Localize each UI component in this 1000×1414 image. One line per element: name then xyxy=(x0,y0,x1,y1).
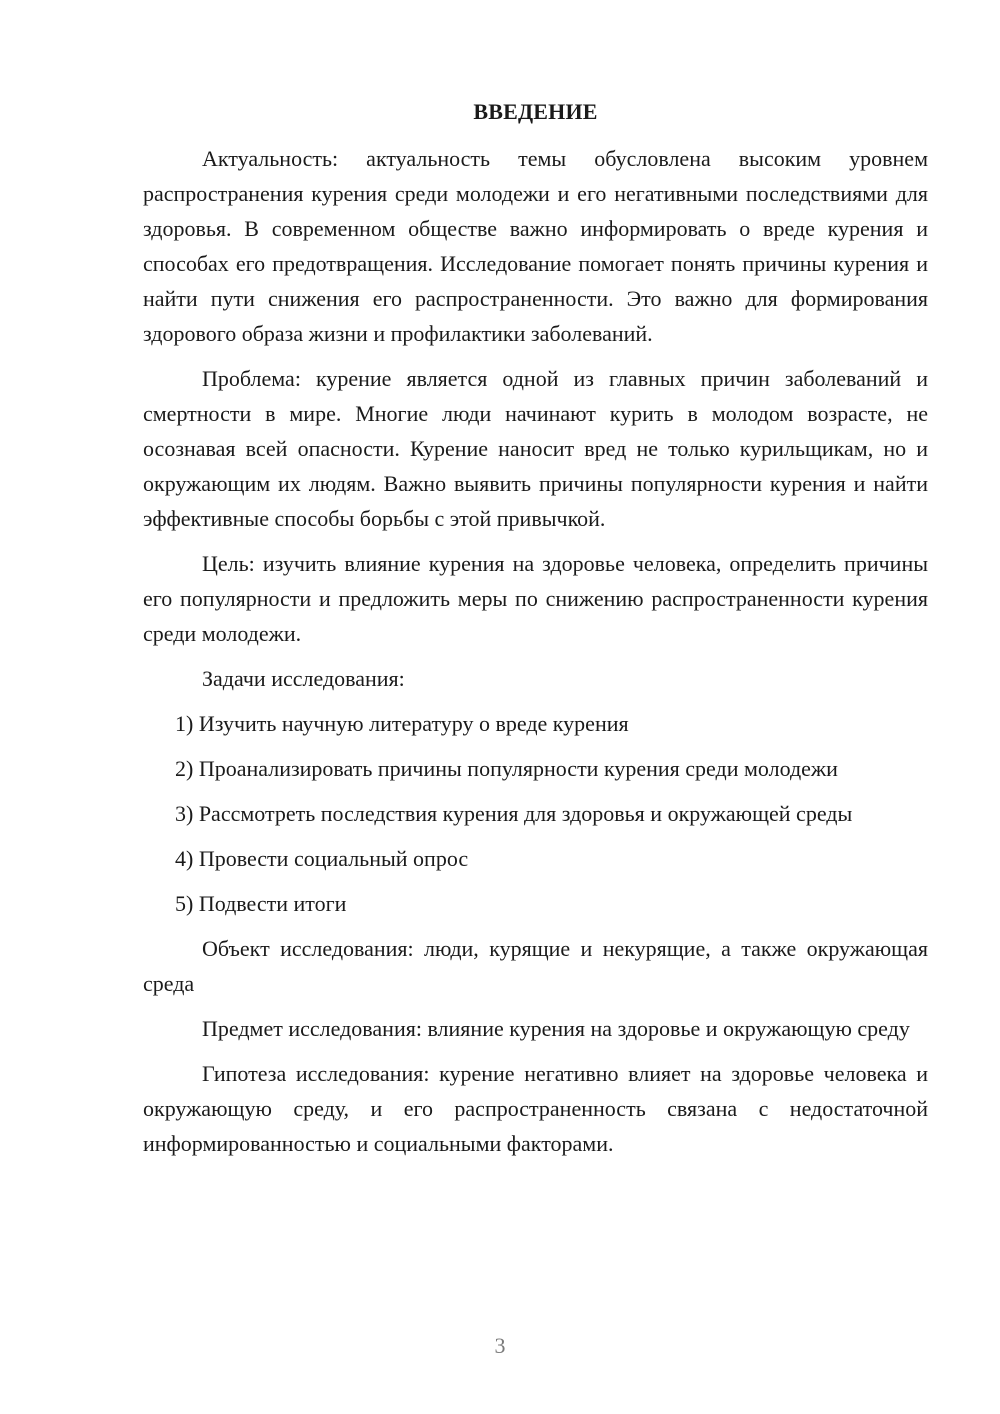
page-number: 3 xyxy=(494,1333,506,1358)
section-heading: ВВЕДЕНИЕ xyxy=(473,99,598,124)
tasks-title: Задачи исследования: xyxy=(202,666,405,691)
relevance-paragraph: Актуальность: актуальность темы обусловлена высоким уровнем распространения курения среди молодежи и его негативными последствиями для здоровья. В современном обществе важно информировать о вреде курения и способах его предотвращения. Исследование помогает понять причины курения и найти пути снижения его распространенности. Это важно для формирования здорового образа жизни и профилактики заболеваний. xyxy=(143,146,928,346)
task-item-2: 2) Проанализировать причины популярности курения среди молодежи xyxy=(175,756,838,781)
problem-paragraph: Проблема: курение является одной из главных причин заболеваний и смертности в мире. Многие люди начинают курить в молодом возрасте, не осознавая всей опасности. Курение наносит вред не только курильщикам, но и окружающим их людям. Важно выявить причины популярности курения и найти эффективные способы борьбы с этой привычкой. xyxy=(143,366,928,531)
task-item-3: 3) Рассмотреть последствия курения для здоровья и окружающей среды xyxy=(175,801,853,826)
task-item-5: 5) Подвести итоги xyxy=(175,891,347,916)
object-paragraph: Объект исследования: люди, курящие и некурящие, а также окружающая среда xyxy=(143,936,928,996)
task-item-4: 4) Провести социальный опрос xyxy=(175,846,469,871)
document-page xyxy=(143,94,928,1161)
goal-paragraph: Цель: изучить влияние курения на здоровье человека, определить причины его популярности и предложить меры по снижению распространенности курения среди молодежи. xyxy=(143,551,928,646)
hypothesis-paragraph: Гипотеза исследования: курение негативно влияет на здоровье человека и окружающую среду, и его распространенность связана с недостаточной информированностью и социальными факторами. xyxy=(143,1061,928,1156)
task-item-1: 1) Изучить научную литературу о вреде курения xyxy=(175,711,629,736)
subject-paragraph: Предмет исследования: влияние курения на здоровье и окружающую среду xyxy=(202,1016,910,1041)
